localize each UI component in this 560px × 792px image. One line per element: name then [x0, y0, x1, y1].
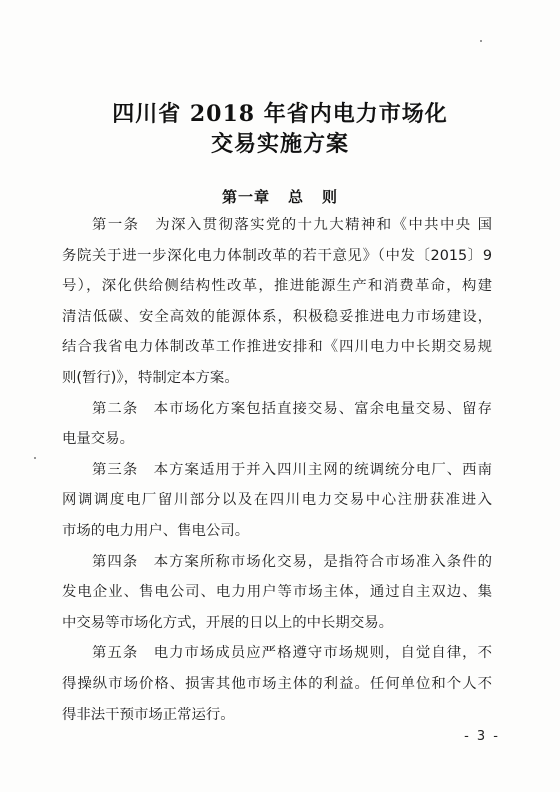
article-line: 则(暂行)》，特制定本方案。	[62, 369, 239, 386]
article-4	[62, 547, 492, 639]
article-line: 得操纵市场价格、损害其他市场主体的利益。任何单位和个人不	[62, 675, 492, 692]
article-line: 第三条 本方案适用于并入四川主网的统调统分电厂、西南	[92, 461, 492, 478]
document-title-line-2: 交易实施方案	[210, 131, 349, 157]
article-line: 务院关于进一步深化电力体制改革的若干意见》（中发〔2015〕9	[62, 247, 492, 264]
article-line: 结合我省电力体制改革工作推进安排和《四川电力中长期交易规	[62, 339, 492, 356]
article-line: 第五条 电力市场成员应严格遵守市场规则，自觉自律，不	[92, 645, 492, 662]
document-body	[62, 210, 492, 730]
chapter-number: 第一章	[221, 188, 270, 206]
article-2	[62, 394, 492, 455]
article-line: 第二条 本市场化方案包括直接交易、富余电量交易、留存	[92, 400, 492, 417]
article-line: 市场的电力用户、售电公司。	[62, 522, 250, 539]
article-line: 中交易等市场化方式，开展的日以上的中长期交易。	[62, 614, 393, 631]
article-5	[62, 638, 492, 730]
chapter-name-part-1: 总	[287, 188, 304, 206]
scan-speck	[480, 40, 482, 42]
article-line: 第四条 本方案所称市场化交易，是指符合市场准入条件的	[92, 553, 492, 570]
chapter-name-part-2: 则	[322, 188, 339, 206]
chapter-heading	[0, 186, 560, 208]
article-line: 号），深化供给侧结构性改革，推进能源生产和消费革命，构建	[62, 278, 492, 295]
document-title-line-1: 四川省 2018 年省内电力市场化	[112, 101, 448, 127]
article-line: 得非法干预市场正常运行。	[62, 706, 235, 723]
article-1	[62, 210, 492, 394]
article-line: 网调调度电厂留川部分以及在四川电力交易中心注册获准进入	[62, 492, 492, 509]
article-line: 第一条 为深入贯彻落实党的十九大精神和《中共中央 国	[92, 217, 492, 233]
page-number: - 3 -	[464, 729, 500, 744]
scan-speck	[34, 457, 36, 459]
article-line: 清洁低碳、安全高效的能源体系，积极稳妥推进电力市场建设，	[62, 308, 492, 325]
article-line: 发电企业、售电公司、电力用户等市场主体，通过自主双边、集	[62, 584, 492, 601]
article-3	[62, 455, 492, 547]
article-line: 电量交易。	[62, 431, 134, 448]
